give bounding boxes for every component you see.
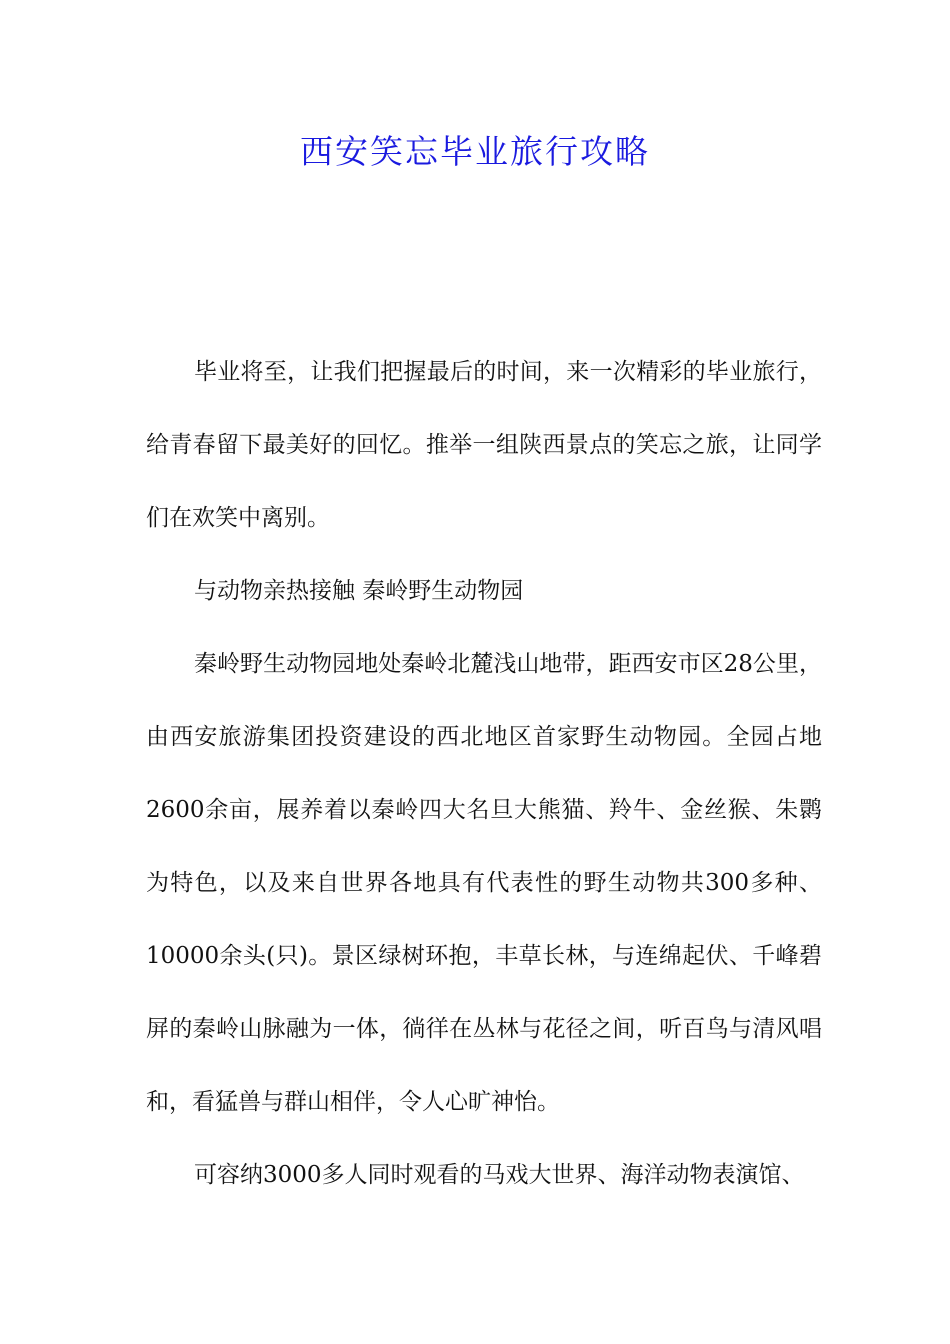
- document-title: 西安笑忘毕业旅行攻略: [300, 132, 650, 171]
- paragraph-zoo-description: 秦岭野生动物园地处秦岭北麓浅山地带，距西安市区28公里，由西安旅游集团投资建设的西北地区首家野生动物园。全园占地2600余亩，展养着以秦岭四大名旦大熊猫、羚牛、金丝猴、朱鹮为特色，以及来自世界各地具有代表性的野生动物共300多种、10000余头(只)。景区绿树环抱，丰草长林，与连绵起伏、千峰碧屏的秦岭山脉融为一体，徜徉在丛林与花径之间，听百鸟与清风唱和，看猛兽与群山相伴，令人心旷神怡。: [146, 651, 822, 1115]
- paragraph-intro: 毕业将至，让我们把握最后的时间，来一次精彩的毕业旅行，给青春留下最美好的回忆。推举一组陕西景点的笑忘之旅，让同学们在欢笑中离别。: [146, 359, 822, 531]
- paragraph-continued: 可容纳3000多人同时观看的马戏大世界、海洋动物表演馆、: [194, 1162, 805, 1188]
- section-heading: 与动物亲热接触 秦岭野生动物园: [194, 578, 524, 604]
- document-body: [146, 336, 822, 1212]
